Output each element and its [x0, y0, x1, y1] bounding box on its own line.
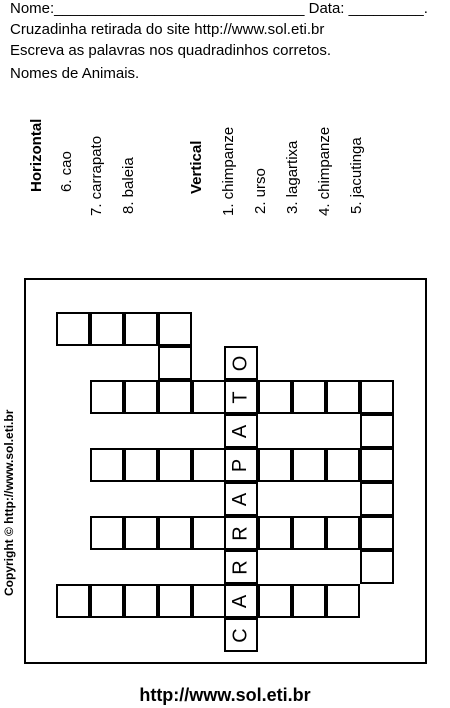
crossword-cell[interactable]: [192, 516, 226, 550]
crossword-cell[interactable]: [292, 516, 326, 550]
crossword-cell[interactable]: [360, 516, 394, 550]
crossword-cell[interactable]: [158, 516, 192, 550]
crossword-cell[interactable]: [158, 312, 192, 346]
clue-horizontal-7: 7. carrapato: [88, 135, 105, 216]
clue-vertical-2: 2. urso: [252, 168, 269, 214]
topic-text: Nomes de Animais.: [10, 65, 140, 82]
crossword-cell[interactable]: [124, 312, 158, 346]
crossword-letter-text: A: [229, 492, 252, 506]
crossword-cell[interactable]: [90, 448, 124, 482]
crossword-cell[interactable]: [192, 584, 226, 618]
crossword-cell[interactable]: [326, 516, 360, 550]
crossword-cell[interactable]: [192, 448, 226, 482]
crossword-letter-text: A: [229, 424, 252, 438]
crossword-cell[interactable]: [158, 584, 192, 618]
copyright-text: Copyright © http://www.sol.eti.br: [2, 409, 16, 596]
instruction-text: Escreva as palavras nos quadradinhos corretos.: [10, 42, 332, 59]
crossword-cell[interactable]: [158, 448, 192, 482]
crossword-cell[interactable]: [326, 584, 360, 618]
crossword-cell[interactable]: [124, 516, 158, 550]
crossword-cell[interactable]: [124, 448, 158, 482]
crossword-cell[interactable]: [292, 380, 326, 414]
crossword-cell[interactable]: [90, 584, 124, 618]
crossword-letter-text: A: [229, 594, 252, 608]
crossword-cell[interactable]: [360, 550, 394, 584]
clue-horizontal-6: 6. cao: [58, 151, 75, 192]
crossword-cell[interactable]: [258, 380, 292, 414]
clue-vertical-1: 1. chimpanze: [220, 126, 237, 216]
crossword-letter-text: O: [229, 355, 252, 371]
crossword-letter: [224, 550, 258, 584]
crossword-letter: [224, 448, 258, 482]
crossword-cell[interactable]: [124, 380, 158, 414]
crossword-letter-text: R: [229, 559, 252, 575]
crossword-cell[interactable]: [360, 414, 394, 448]
crossword-cell[interactable]: [90, 380, 124, 414]
crossword-letter-text: P: [229, 458, 252, 472]
clue-horizontal-8: 8. baleia: [120, 157, 137, 214]
crossword-cell[interactable]: [292, 584, 326, 618]
clue-vertical-3: 3. lagartixa: [284, 140, 301, 214]
horizontal-clues-title: Horizontal: [28, 118, 45, 192]
crossword-cell[interactable]: [360, 380, 394, 414]
crossword-cell[interactable]: [326, 380, 360, 414]
crossword-cell[interactable]: [56, 584, 90, 618]
crossword-cell[interactable]: [258, 584, 292, 618]
clue-vertical-4: 4. chimpanze: [316, 126, 333, 216]
crossword-letter: [224, 482, 258, 516]
vertical-clues-title: Vertical: [188, 140, 205, 194]
crossword-cell[interactable]: [124, 584, 158, 618]
worksheet-title: Cruzadinha retirada do site http://www.sol.eti.br: [10, 21, 325, 38]
crossword-cell[interactable]: [326, 448, 360, 482]
crossword-letter-text: R: [229, 525, 252, 541]
crossword-letter: [224, 618, 258, 652]
crossword-letter: [224, 584, 258, 618]
crossword-cell[interactable]: [90, 312, 124, 346]
crossword-letter-text: T: [229, 390, 252, 404]
crossword-letter: [224, 380, 258, 414]
crossword-cell[interactable]: [158, 346, 192, 380]
crossword-cell[interactable]: [158, 380, 192, 414]
clue-vertical-5: 5. jacutinga: [348, 137, 365, 214]
crossword-letter-text: C: [229, 627, 252, 643]
crossword-cell[interactable]: [258, 516, 292, 550]
crossword-cell[interactable]: [360, 448, 394, 482]
crossword-cell[interactable]: [192, 380, 226, 414]
crossword-cell[interactable]: [90, 516, 124, 550]
crossword-letter: [224, 516, 258, 550]
crossword-cell[interactable]: [360, 482, 394, 516]
crossword-cell[interactable]: [258, 448, 292, 482]
crossword-letter: [224, 346, 258, 380]
name-date-line: Nome:______________________________ Data: _________.: [10, 0, 428, 17]
crossword-cell[interactable]: [292, 448, 326, 482]
footer-url: http://www.sol.eti.br: [139, 685, 311, 705]
crossword-letter: [224, 414, 258, 448]
crossword-cell[interactable]: [56, 312, 90, 346]
